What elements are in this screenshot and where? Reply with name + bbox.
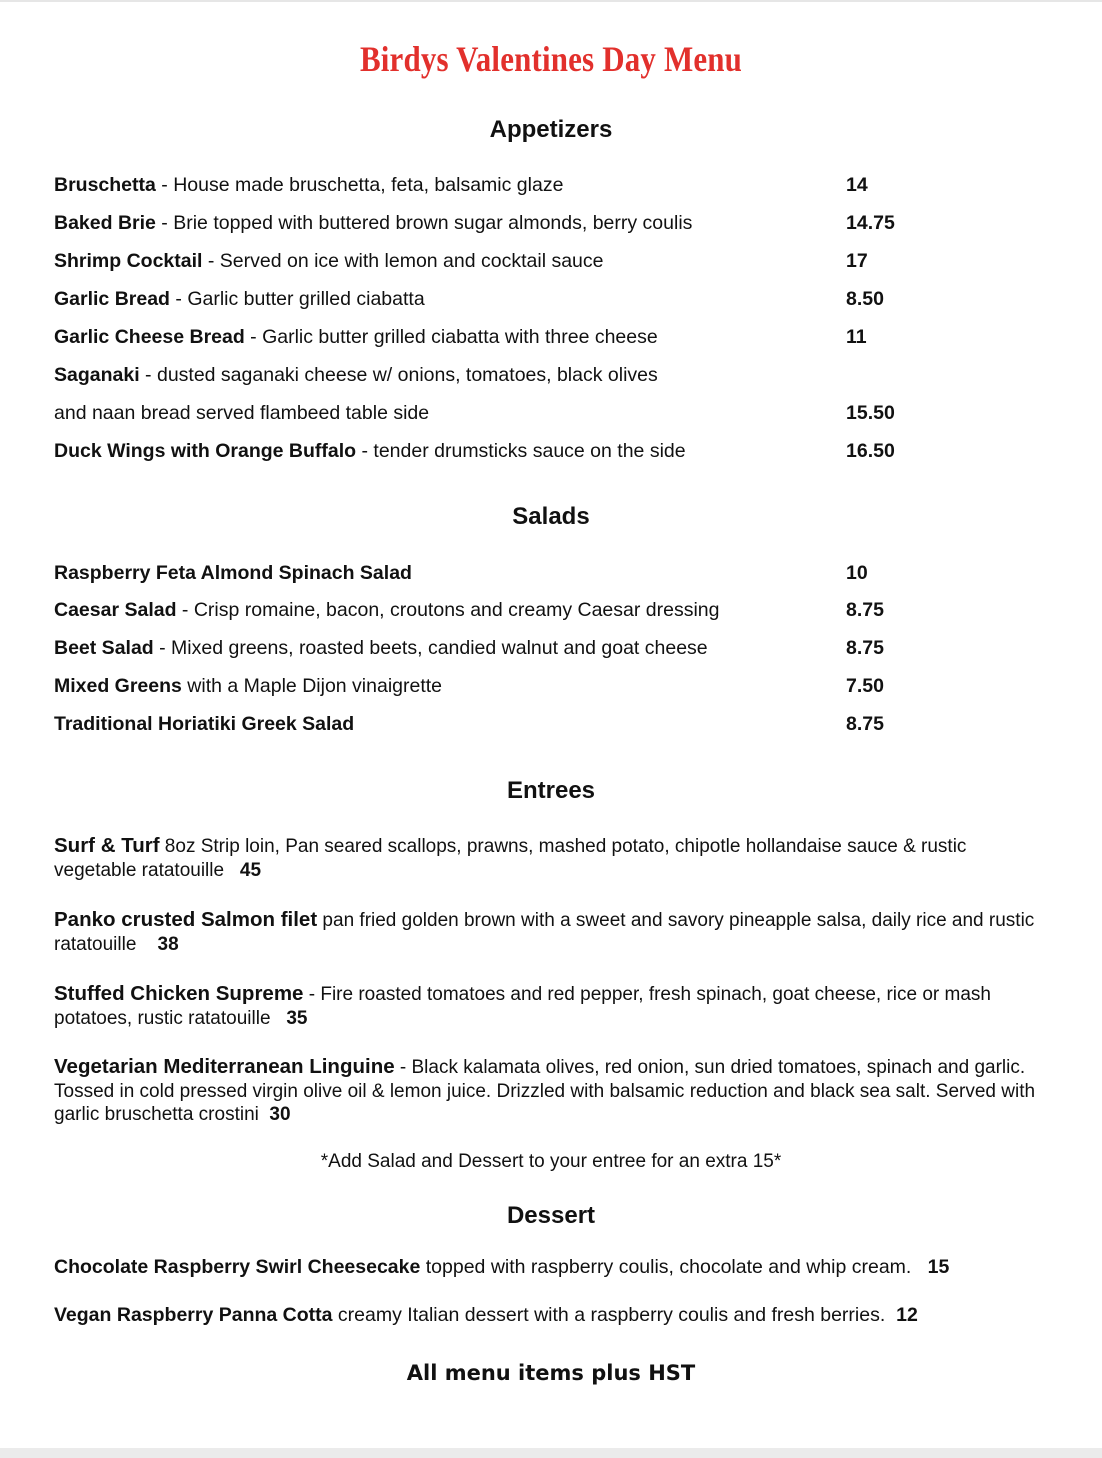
item-description: - Black kalamata olives, red onion, sun dried tomatoes, spinach and garlic. Tossed in cold pressed virgin olive oil & lemon juice. Drizzled with balsamic reduction and black sea salt. Served with garlic bruschetta crostini	[54, 1057, 1036, 1125]
item-name: Shrimp Cocktail	[54, 250, 203, 272]
item-price: 15.50	[846, 402, 895, 424]
item-price: 16.50	[846, 440, 895, 462]
entrees-heading: Entrees	[506, 777, 596, 804]
entree-item	[54, 908, 1044, 956]
item-price: 10	[846, 562, 868, 584]
item-price: 8.75	[846, 599, 884, 621]
item-name: Traditional Horiatiki Greek Salad	[54, 713, 355, 735]
salad-item	[54, 597, 954, 623]
item-name: Vegetarian Mediterranean Linguine	[54, 1055, 395, 1078]
appetizer-item-continuation	[54, 400, 954, 426]
item-price: 30	[269, 1104, 291, 1125]
item-price: 14.75	[846, 212, 895, 234]
item-description: and naan bread served flambeed table side	[54, 402, 430, 424]
salad-item	[54, 711, 954, 737]
dessert-item	[54, 1302, 1054, 1328]
item-name: Garlic Bread	[54, 288, 170, 310]
item-name: Beet Salad	[54, 637, 154, 659]
salad-item	[54, 673, 954, 699]
item-description: - Mixed greens, roasted beets, candied walnut and goat cheese	[153, 637, 708, 659]
salad-item	[54, 560, 954, 586]
item-description: - Brie topped with buttered brown sugar almonds, berry coulis	[155, 212, 693, 234]
item-description: - dusted saganaki cheese w/ onions, tomatoes, black olives	[139, 364, 658, 386]
item-price: 8.75	[846, 713, 884, 735]
item-description: - tender drumsticks sauce on the side	[356, 440, 686, 462]
item-name: Surf & Turf	[54, 834, 160, 857]
item-name: Saganaki	[54, 364, 140, 386]
item-name: Baked Brie	[54, 212, 156, 234]
entree-item	[54, 834, 1044, 882]
item-name: Duck Wings with Orange Buffalo	[54, 440, 357, 462]
appetizer-item	[54, 248, 954, 274]
item-price: 45	[239, 859, 262, 881]
item-name: Panko crusted Salmon filet	[54, 908, 318, 931]
item-name: Vegan Raspberry Panna Cotta	[54, 1304, 333, 1326]
item-description: - House made bruschetta, feta, balsamic glaze	[155, 174, 564, 196]
item-name: Garlic Cheese Bread	[54, 326, 245, 348]
item-name: Stuffed Chicken Supreme	[54, 982, 304, 1005]
salad-item	[54, 635, 954, 661]
item-description: with a Maple Dijon vinaigrette	[181, 675, 443, 697]
item-price: 17	[846, 250, 868, 272]
item-price: 15	[927, 1256, 950, 1278]
salads-heading: Salads	[512, 503, 590, 530]
page-bottom-border	[0, 1448, 1102, 1458]
item-description: pan fried golden brown with a sweet and savory pineapple salsa, daily rice and rustic ratatouille	[54, 910, 1035, 955]
item-description: - Served on ice with lemon and cocktail sauce	[202, 250, 604, 272]
entree-addon-note: *Add Salad and Dessert to your entree for an extra 15*	[320, 1151, 782, 1172]
item-price: 38	[157, 933, 179, 955]
item-price: 14	[846, 174, 868, 196]
appetizer-item	[54, 286, 954, 312]
appetizer-item	[54, 172, 954, 198]
appetizer-item	[54, 324, 954, 350]
item-description: - Fire roasted tomatoes and red pepper, fresh spinach, goat cheese, rice or mash potatoes, rustic ratatouille	[54, 984, 992, 1029]
appetizers-heading: Appetizers	[489, 116, 613, 143]
appetizer-item	[54, 362, 954, 388]
item-name: Chocolate Raspberry Swirl Cheesecake	[54, 1256, 421, 1278]
entree-item	[54, 1055, 1044, 1127]
item-price: 7.50	[846, 675, 884, 697]
menu-title: Birdys Valentines Day Menu	[359, 39, 743, 79]
dessert-heading: Dessert	[506, 1202, 596, 1229]
item-description: creamy Italian dessert with a raspberry coulis and fresh berries.	[332, 1304, 897, 1326]
appetizer-item	[54, 210, 954, 236]
entree-item	[54, 982, 1044, 1030]
item-description: topped with raspberry coulis, chocolate and whip cream.	[420, 1256, 928, 1278]
item-description: - Garlic butter grilled ciabatta with three cheese	[244, 326, 658, 348]
dessert-item	[54, 1254, 1054, 1280]
item-name: Bruschetta	[54, 174, 156, 196]
tax-footer-note: All menu items plus HST	[406, 1361, 696, 1385]
page-top-border	[0, 0, 1102, 2]
item-description: - Crisp romaine, bacon, croutons and creamy Caesar dressing	[176, 599, 720, 621]
item-description: 8oz Strip loin, Pan seared scallops, prawns, mashed potato, chipotle hollandaise sauce & rustic vegetable ratatouille	[54, 836, 967, 881]
item-price: 35	[286, 1007, 308, 1029]
item-name: Raspberry Feta Almond Spinach Salad	[54, 562, 412, 584]
item-price: 11	[846, 326, 867, 348]
item-name: Caesar Salad	[54, 599, 177, 621]
item-price: 8.75	[846, 637, 884, 659]
item-name: Mixed Greens	[54, 675, 182, 697]
item-price: 8.50	[846, 288, 884, 310]
appetizer-item	[54, 438, 954, 464]
item-description: - Garlic butter grilled ciabatta	[169, 288, 425, 310]
item-price: 12	[896, 1304, 918, 1326]
